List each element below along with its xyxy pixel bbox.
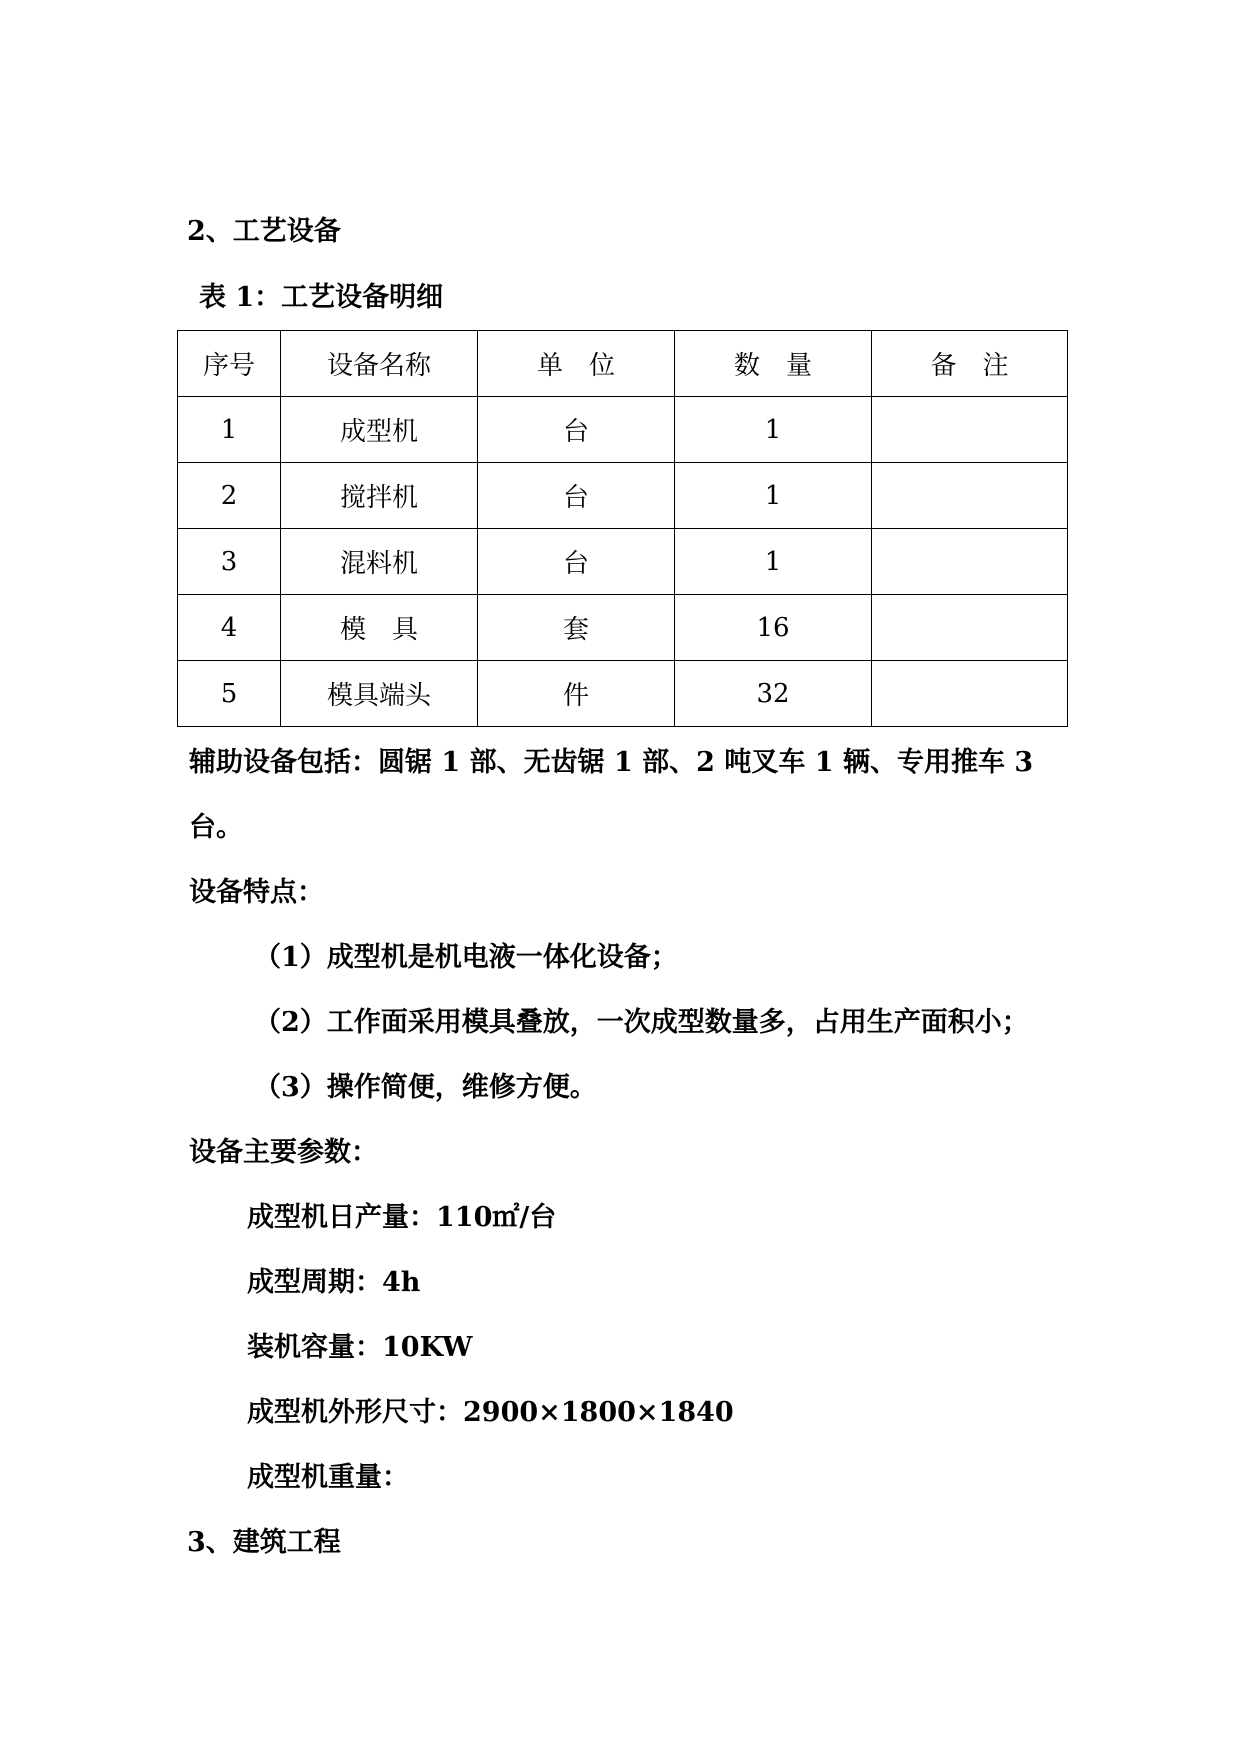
feature-item-1: （1）成型机是机电液一体化设备； [254, 942, 678, 973]
table-row [178, 595, 1068, 661]
table-cell: 5 [178, 661, 281, 727]
table-caption: 表 1：工艺设备明细 [199, 282, 444, 313]
table-cell: 32 [675, 661, 872, 727]
table-cell: 模 具 [281, 595, 478, 661]
header-cell-name: 设备名称 [281, 331, 478, 397]
param-weight: 成型机重量： [247, 1462, 409, 1493]
feature-item-3: （3）操作简便，维修方便。 [254, 1072, 597, 1103]
table-cell: 2 [178, 463, 281, 529]
table-row [178, 463, 1068, 529]
param-daily-output: 成型机日产量：110㎡/台 [247, 1202, 557, 1233]
table-cell: 件 [478, 661, 675, 727]
table-cell [872, 595, 1068, 661]
table-cell: 1 [675, 397, 872, 463]
param-cycle: 成型周期：4h [247, 1267, 421, 1298]
table-row [178, 661, 1068, 727]
param-dimensions: 成型机外形尺寸：2900×1800×1840 [247, 1397, 734, 1428]
equipment-table [177, 330, 1068, 727]
aux-equipment-text-line-2: 台。 [189, 812, 243, 843]
table-cell [872, 529, 1068, 595]
table-cell: 4 [178, 595, 281, 661]
table-cell: 成型机 [281, 397, 478, 463]
header-cell-remarks: 备 注 [872, 331, 1068, 397]
param-installed-capacity: 装机容量：10KW [247, 1332, 473, 1363]
section-building-title: 3、建筑工程 [187, 1527, 341, 1558]
table-cell: 1 [178, 397, 281, 463]
aux-equipment-text-line-1: 辅助设备包括：圆锯 1 部、无齿锯 1 部、2 吨叉车 1 辆、专用推车 3 [189, 747, 1034, 778]
table-row [178, 397, 1068, 463]
table-row [178, 529, 1068, 595]
table-cell: 台 [478, 463, 675, 529]
table-cell: 搅拌机 [281, 463, 478, 529]
table-cell: 模具端头 [281, 661, 478, 727]
header-cell-quantity: 数 量 [675, 331, 872, 397]
header-cell-unit: 单 位 [478, 331, 675, 397]
section-equipment-title: 2、工艺设备 [187, 216, 341, 247]
header-cell-index: 序号 [178, 331, 281, 397]
features-title: 设备特点： [189, 877, 324, 908]
params-title: 设备主要参数： [189, 1137, 378, 1168]
table-cell: 台 [478, 397, 675, 463]
table-cell: 1 [675, 463, 872, 529]
table-cell: 3 [178, 529, 281, 595]
table-cell: 混料机 [281, 529, 478, 595]
table-cell [872, 463, 1068, 529]
table-cell: 套 [478, 595, 675, 661]
table-cell [872, 397, 1068, 463]
table-cell: 16 [675, 595, 872, 661]
table-cell: 1 [675, 529, 872, 595]
table-cell: 台 [478, 529, 675, 595]
table-cell [872, 661, 1068, 727]
table-header-row [178, 331, 1068, 397]
feature-item-2: （2）工作面采用模具叠放，一次成型数量多，占用生产面积小； [254, 1007, 1029, 1038]
